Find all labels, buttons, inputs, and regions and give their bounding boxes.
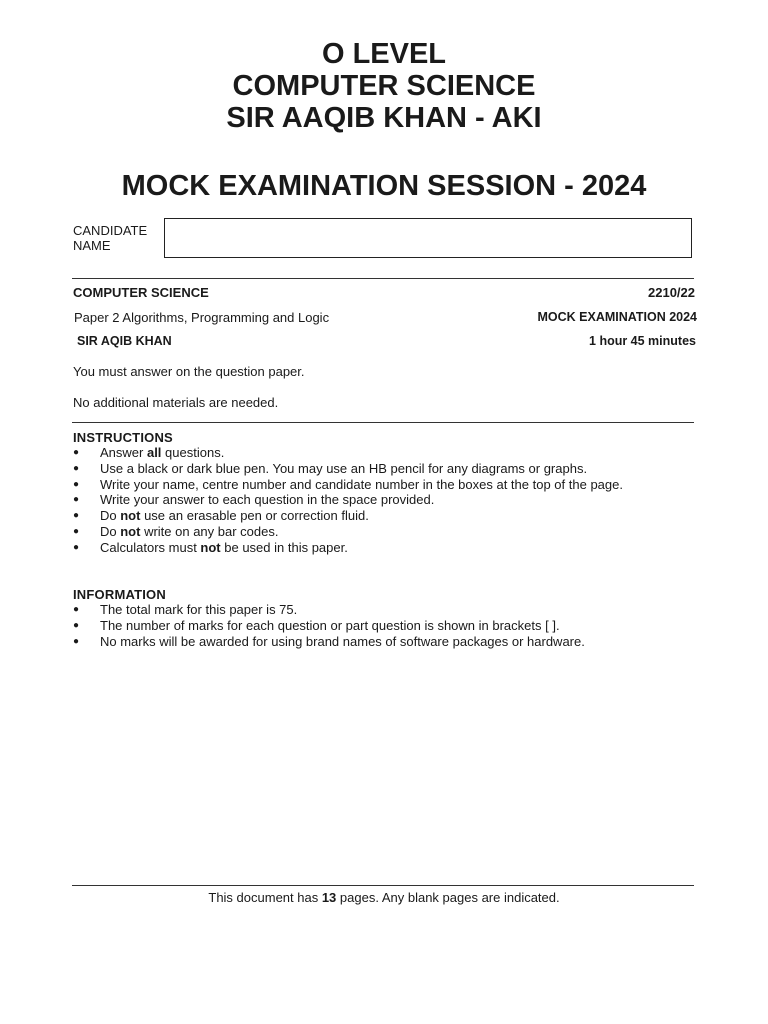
title-teacher: SIR AAQIB KHAN - AKI bbox=[226, 102, 542, 134]
instruction-item-text: Do not write on any bar codes. bbox=[100, 523, 279, 539]
bullet-icon: ● bbox=[73, 619, 80, 631]
bullet-icon: ● bbox=[73, 604, 80, 615]
instruction-item-text: Write your answer to each question in the space provided. bbox=[100, 492, 435, 508]
instruction-item-text: Do not use an erasable pen or correction fluid. bbox=[100, 508, 369, 524]
paper-code: 2210/22 bbox=[648, 285, 695, 300]
candidate-name-box[interactable] bbox=[164, 218, 692, 258]
paper-title: Paper 2 Algorithms, Programming and Logic bbox=[74, 310, 330, 325]
instruction-item-text: Write your name, centre number and candidate number in the boxes at the top of the page. bbox=[100, 476, 623, 492]
bullet-icon: ● bbox=[73, 478, 80, 490]
teacher-name: SIR AQIB KHAN bbox=[77, 334, 172, 348]
title-level: O LEVEL bbox=[321, 38, 447, 70]
bullet-icon: ● bbox=[73, 510, 80, 522]
bullet-icon: ● bbox=[73, 447, 80, 458]
information-heading: INFORMATION bbox=[73, 587, 166, 602]
title-subject: COMPUTER SCIENCE bbox=[232, 70, 536, 102]
instruction-item-text: Use a black or dark blue pen. You may use an HB pencil for any diagrams or graphs. bbox=[100, 460, 588, 476]
duration: 1 hour 45 minutes bbox=[589, 334, 696, 348]
page-count: 13 bbox=[321, 890, 337, 905]
information-item-text: The total mark for this paper is 75. bbox=[100, 602, 298, 617]
bullet-icon: ● bbox=[73, 635, 80, 647]
session-title: MOCK EXAMINATION SESSION - 2024 bbox=[121, 170, 647, 202]
instruction-item-text: Calculators must not be used in this paper. bbox=[100, 539, 348, 555]
divider-footer bbox=[72, 885, 694, 886]
bullet-icon: ● bbox=[73, 525, 80, 537]
candidate-name-label: CANDIDATE NAME bbox=[73, 223, 148, 253]
instructions-heading: INSTRUCTIONS bbox=[73, 430, 173, 445]
bullet-icon: ● bbox=[73, 494, 80, 506]
paper-subject: COMPUTER SCIENCE bbox=[73, 285, 209, 300]
bullet-icon: ● bbox=[73, 462, 80, 474]
page-count-note: This document has 13 pages. Any blank pages are indicated. bbox=[208, 890, 560, 905]
information-item-text: No marks will be awarded for using brand names of software packages or hardware. bbox=[100, 633, 585, 649]
title-block bbox=[0, 38, 768, 134]
divider-middle bbox=[72, 422, 694, 423]
exam-label: MOCK EXAMINATION 2024 bbox=[537, 310, 697, 324]
instruction-item-text: Answer all questions. bbox=[100, 445, 225, 460]
information-item-text: The number of marks for each question or part question is shown in brackets [ ]. bbox=[100, 617, 560, 633]
divider-top bbox=[72, 278, 694, 279]
bullet-icon: ● bbox=[73, 541, 80, 553]
note-answer-on-paper: You must answer on the question paper. bbox=[73, 364, 305, 379]
note-no-materials: No additional materials are needed. bbox=[73, 395, 279, 410]
